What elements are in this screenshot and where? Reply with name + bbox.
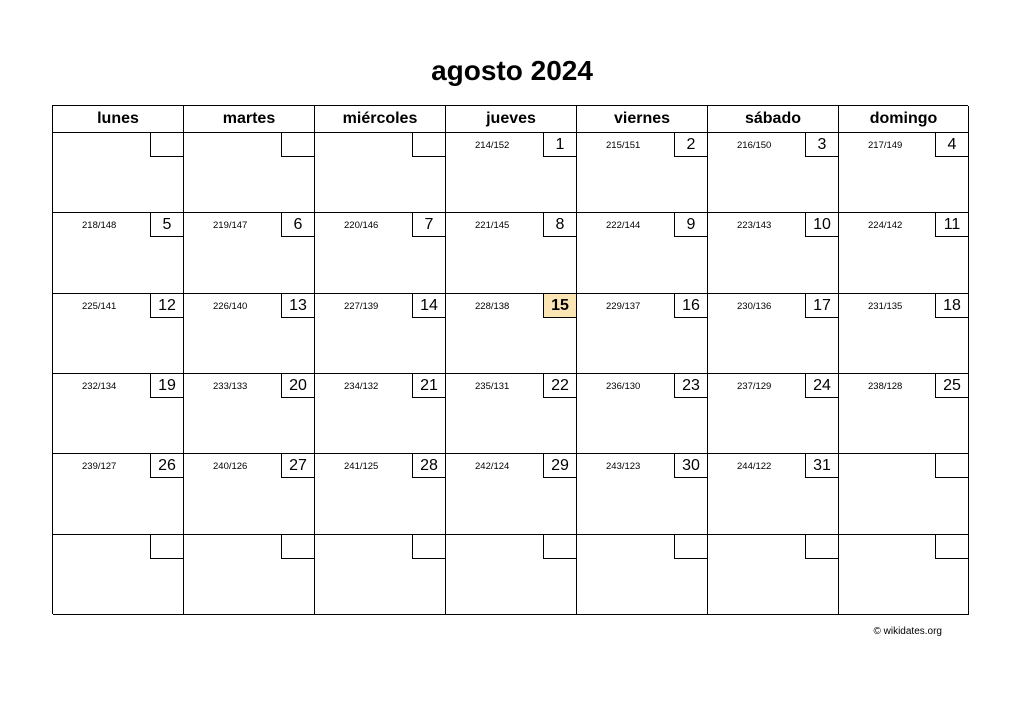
day-number: 19 [150, 373, 184, 398]
day-of-year-count: 232/134 [82, 380, 117, 392]
day-number: 31 [805, 453, 839, 478]
day-number: 18 [935, 293, 969, 318]
day-cell [708, 213, 839, 293]
day-cell [184, 294, 315, 374]
day-number: 1 [543, 132, 577, 157]
day-cell [53, 133, 184, 213]
day-number: 25 [935, 373, 969, 398]
day-of-year-count: 216/150 [737, 140, 772, 151]
day-of-year-count: 236/130 [606, 380, 641, 392]
day-of-year-count: 230/136 [737, 300, 772, 312]
day-cell [315, 374, 446, 454]
day-cell [577, 294, 708, 374]
day-of-year-count: 241/125 [344, 461, 379, 473]
day-number: 22 [543, 373, 577, 398]
day-cell [446, 374, 577, 454]
day-of-year-count: 227/139 [344, 300, 379, 312]
day-number [412, 534, 446, 559]
day-of-year-count: 226/140 [213, 300, 248, 312]
day-number: 21 [412, 373, 446, 398]
day-number: 12 [150, 293, 184, 318]
calendar-grid [52, 105, 968, 614]
day-cell [315, 535, 446, 615]
day-of-year-count: 223/143 [737, 220, 772, 232]
day-number: 17 [805, 293, 839, 318]
day-of-year-count: 215/151 [606, 140, 641, 151]
week-row [53, 454, 968, 534]
day-cell [577, 213, 708, 293]
day-cell [446, 294, 577, 374]
day-cell [184, 213, 315, 293]
day-number: 26 [150, 453, 184, 478]
day-cell [839, 374, 969, 454]
day-cell [839, 133, 969, 213]
day-cell [184, 133, 315, 213]
day-number [412, 132, 446, 157]
day-number: 3 [805, 132, 839, 157]
day-cell [446, 213, 577, 293]
week-row [53, 213, 968, 293]
day-number [805, 534, 839, 559]
day-cell [577, 454, 708, 534]
day-of-year-count: 237/129 [737, 380, 772, 392]
day-number: 14 [412, 293, 446, 318]
day-of-year-count: 225/141 [82, 300, 117, 312]
weekday-header: domingo [839, 106, 969, 133]
day-cell [708, 535, 839, 615]
day-number [935, 453, 969, 478]
day-number: 9 [674, 212, 708, 237]
day-of-year-count: 234/132 [344, 380, 379, 392]
day-cell [839, 535, 969, 615]
week-row [53, 294, 968, 374]
day-cell [53, 535, 184, 615]
day-of-year-count: 219/147 [213, 220, 248, 232]
day-of-year-count: 233/133 [213, 380, 248, 392]
day-of-year-count: 229/137 [606, 300, 641, 312]
day-cell [184, 374, 315, 454]
day-cell [839, 213, 969, 293]
calendar-title: agosto 2024 [431, 55, 593, 86]
day-of-year-count: 242/124 [475, 461, 510, 473]
day-cell [577, 535, 708, 615]
weekday-header: miércoles [315, 106, 446, 133]
weekday-header-row [53, 106, 968, 133]
day-of-year-count: 243/123 [606, 461, 641, 473]
day-of-year-count: 239/127 [82, 461, 117, 473]
week-row [53, 374, 968, 454]
day-number [150, 534, 184, 559]
day-number: 11 [935, 212, 969, 237]
day-cell [53, 294, 184, 374]
day-number: 4 [935, 132, 969, 157]
day-cell [446, 535, 577, 615]
day-number: 7 [412, 212, 446, 237]
credit-text: © wikidates.org [873, 626, 942, 637]
day-number [281, 534, 315, 559]
day-cell [53, 374, 184, 454]
day-cell [184, 535, 315, 615]
day-number: 16 [674, 293, 708, 318]
weekday-header: viernes [577, 106, 708, 133]
day-cell [708, 454, 839, 534]
day-of-year-count: 228/138 [475, 300, 510, 312]
day-number [543, 534, 577, 559]
day-number: 5 [150, 212, 184, 237]
day-number: 13 [281, 293, 315, 318]
weekday-header: martes [184, 106, 315, 133]
day-number: 10 [805, 212, 839, 237]
day-cell [708, 374, 839, 454]
day-number-highlighted: 15 [543, 293, 577, 318]
day-number: 6 [281, 212, 315, 237]
day-cell [53, 213, 184, 293]
day-number [281, 132, 315, 157]
day-number: 8 [543, 212, 577, 237]
day-number: 24 [805, 373, 839, 398]
day-of-year-count: 214/152 [475, 140, 510, 151]
day-cell [577, 133, 708, 213]
day-cell [315, 454, 446, 534]
day-cell [839, 294, 969, 374]
weekday-header: sábado [708, 106, 839, 133]
week-row [53, 535, 968, 615]
day-cell [446, 133, 577, 213]
day-cell [184, 454, 315, 534]
day-of-year-count: 231/135 [868, 300, 903, 312]
weekday-header: jueves [446, 106, 577, 133]
day-of-year-count: 244/122 [737, 461, 772, 473]
day-of-year-count: 220/146 [344, 220, 379, 232]
week-row [53, 133, 968, 213]
weekday-header: lunes [53, 106, 184, 133]
day-of-year-count: 240/126 [213, 461, 248, 473]
day-cell [446, 454, 577, 534]
day-cell [577, 374, 708, 454]
day-number: 20 [281, 373, 315, 398]
day-number: 2 [674, 132, 708, 157]
weeks-container [53, 133, 968, 615]
day-cell [839, 454, 969, 534]
day-cell [315, 133, 446, 213]
day-number: 29 [543, 453, 577, 478]
day-number: 27 [281, 453, 315, 478]
day-of-year-count: 224/142 [868, 220, 903, 232]
day-of-year-count: 235/131 [475, 380, 510, 392]
day-of-year-count: 217/149 [868, 140, 903, 151]
day-number: 30 [674, 453, 708, 478]
day-number [935, 534, 969, 559]
day-number: 23 [674, 373, 708, 398]
day-cell [315, 213, 446, 293]
day-of-year-count: 238/128 [868, 380, 903, 392]
day-of-year-count: 218/148 [82, 220, 117, 232]
day-cell [53, 454, 184, 534]
day-cell [708, 294, 839, 374]
day-cell [708, 133, 839, 213]
day-number [674, 534, 708, 559]
day-number: 28 [412, 453, 446, 478]
day-number [150, 132, 184, 157]
day-cell [315, 294, 446, 374]
day-of-year-count: 222/144 [606, 220, 641, 232]
day-of-year-count: 221/145 [475, 220, 510, 232]
